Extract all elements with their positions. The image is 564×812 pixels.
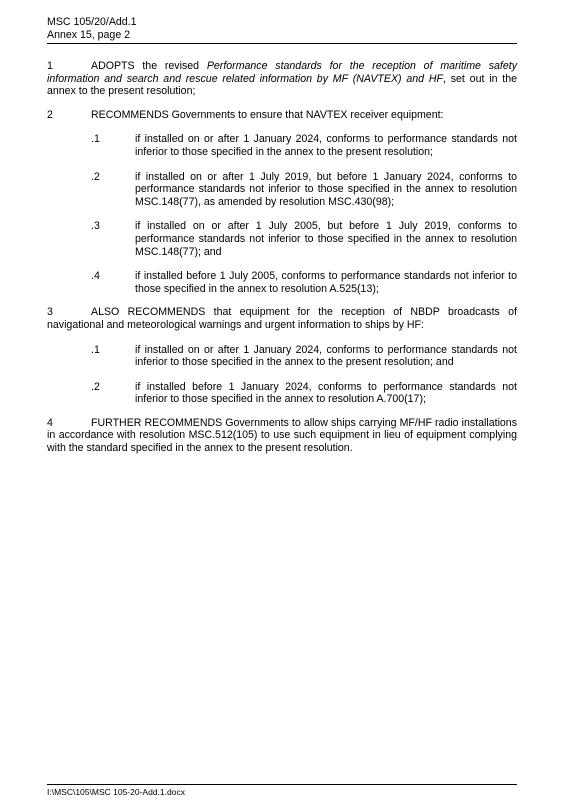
paragraph-lead: [47, 306, 517, 331]
paragraph-italic-title: Performance standards for the reception of maritime safety information and search and rescue related information by MF (NAVTEX) and HF: [47, 60, 517, 85]
paragraph-text: FURTHER RECOMMENDS Governments to allow ships carrying MF/HF radio installations in accordance with resolution MSC.512(105) to use such equipment in lieu of equipment complying with the standard specified in the annex to the present resolution.: [47, 416, 517, 455]
list-item-text: if installed on or after 1 July 2005, but before 1 July 2019, conforms to performance standards not inferior to those specified in the annex to resolution MSC.148(77); and: [135, 220, 517, 258]
paragraph-text: ADOPTS the revised: [91, 60, 207, 72]
paragraph-4: [47, 417, 517, 455]
paragraph-text: ALSO RECOMMENDS that equipment for the reception of NBDP broadcasts of navigational and meteorological warnings and urgent information to ships by HF:: [47, 306, 517, 331]
list-item: [47, 220, 517, 258]
paragraph-text-end: , set out in the annex to the present resolution;: [47, 72, 517, 98]
list-item: [47, 171, 517, 209]
paragraph-text: RECOMMENDS Governments to ensure that NAVTEX receiver equipment:: [91, 108, 444, 121]
paragraph-3: [47, 306, 517, 406]
paragraph-lead: [47, 109, 517, 122]
list-item-text: if installed on or after 1 January 2024, conforms to performance standards not inferior to those specified in the annex to the present resolution; and: [135, 343, 517, 369]
file-path: I:\MSC\105\MSC 105-20-Add.1.docx: [47, 787, 185, 797]
list-item: [47, 381, 517, 406]
paragraph-number: 3: [47, 306, 53, 319]
list-item-index: .2: [91, 170, 100, 183]
list-item-index: .3: [91, 220, 100, 233]
page-footer: [47, 784, 517, 798]
document-body: [47, 60, 517, 466]
list-item-index: .2: [91, 380, 100, 393]
list-item-index: .1: [91, 133, 100, 146]
list-item: [47, 133, 517, 158]
paragraph-number: 1: [47, 60, 53, 72]
list-item: [47, 270, 517, 295]
list-item: [47, 344, 517, 369]
document-reference: MSC 105/20/Add.1: [47, 16, 137, 28]
paragraph-1: [47, 60, 517, 98]
paragraph-2: [47, 109, 517, 296]
list-item-text: if installed on or after 1 January 2024, conforms to performance standards not inferior to those specified in the annex to the present resolution;: [135, 133, 517, 158]
paragraph-number: 4: [47, 416, 53, 429]
list-item-text: if installed before 1 January 2024, conforms to performance standards not inferior to those specified in the annex to resolution A.700(17);: [135, 380, 517, 406]
page-header: [47, 16, 517, 44]
list-item-index: .1: [91, 343, 100, 356]
list-item-text: if installed on or after 1 July 2019, but before 1 January 2024, conforms to performance standards not inferior to those specified in the annex to resolution MSC.148(77), as amended by resolution MSC.430(98);: [135, 170, 517, 208]
list-item-index: .4: [91, 270, 100, 283]
page-reference: Annex 15, page 2: [47, 29, 131, 41]
list-item-text: if installed before 1 July 2005, conforms to performance standards not inferior to those specified in the annex to resolution A.525(13);: [135, 270, 517, 295]
paragraph-number: 2: [47, 108, 53, 121]
